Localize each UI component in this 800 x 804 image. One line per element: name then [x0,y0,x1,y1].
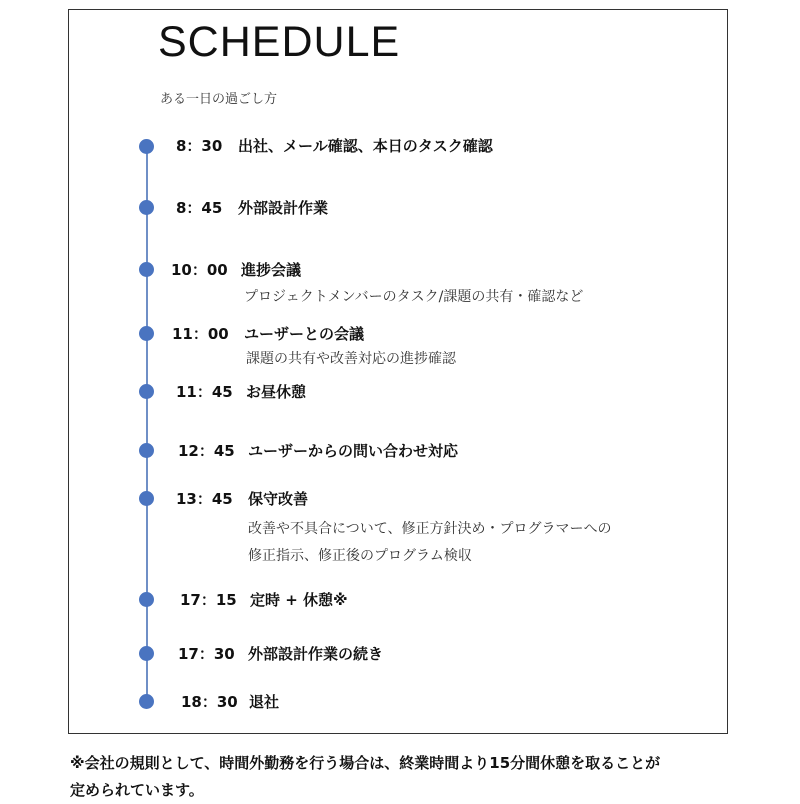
entry-time: 18：30 [181,693,238,711]
timeline-dot [139,200,154,215]
entry-time: 11：45 [176,383,233,401]
entry-time: 8：30 [176,137,223,155]
timeline-dot [139,139,154,154]
timeline-dot [139,491,154,506]
page-title: SCHEDULE [158,18,401,66]
entry-title: 出社、メール確認、本日のタスク確認 [238,137,493,155]
page-subtitle: ある一日の過ごし方 [160,92,278,107]
entry-title: 退社 [249,693,280,711]
entry-description: 課題の共有や改善対応の進捗確認 [246,351,456,367]
entry-title: 外部設計作業の続き [248,645,384,663]
entry-description: 修正指示、修正後のプログラム検収 [248,548,472,564]
entry-time: 17：15 [180,591,237,609]
entry-time: 10：00 [171,261,228,279]
footnote-line: 定められています。 [70,781,204,799]
entry-description: 改善や不具合について、修正方針決め・プログラマーへの [248,521,612,537]
entry-time: 13：45 [176,490,233,508]
footnote-line: ※会社の規則として、時間外勤務を行う場合は、終業時間より15分間休憩を取ることが [70,754,661,772]
footnote [70,750,770,804]
timeline-dot [139,592,154,607]
timeline-dot [139,262,154,277]
timeline-dot [139,443,154,458]
entry-time: 17：30 [178,645,235,663]
entry-time: 8：45 [176,199,223,217]
timeline-line [146,148,148,702]
timeline-dot [139,646,154,661]
entry-time: 12：45 [178,442,235,460]
entry-description: プロジェクトメンバーのタスク/課題の共有・確認など [244,289,584,305]
entry-title: ユーザーからの問い合わせ対応 [248,442,459,460]
entry-title: お昼休憩 [246,383,307,401]
timeline-dot [139,384,154,399]
timeline-dot [139,326,154,341]
entry-title: 保守改善 [248,490,309,508]
entry-time: 11：00 [172,325,229,343]
entry-title: ユーザーとの会議 [244,325,365,343]
schedule-frame [68,9,728,734]
entry-title: 進捗会議 [241,261,302,279]
timeline-dot [139,694,154,709]
entry-title: 定時 + 休憩※ [250,591,348,609]
entry-title: 外部設計作業 [238,199,329,217]
